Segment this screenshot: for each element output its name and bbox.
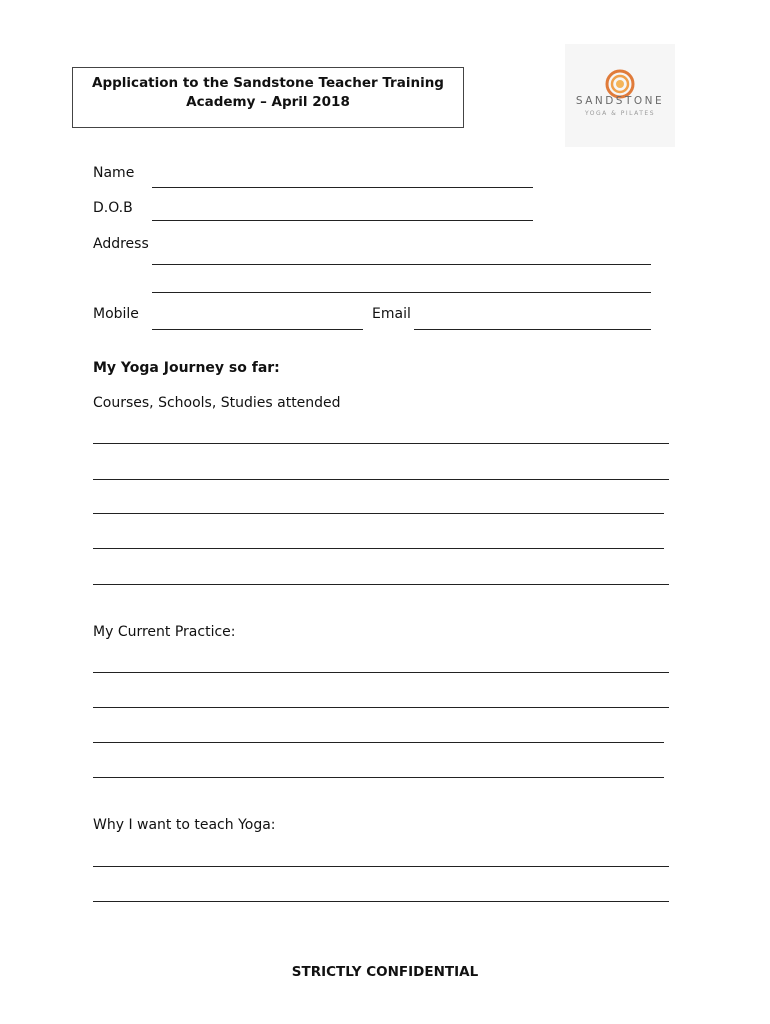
- mobile-label: Mobile: [93, 306, 139, 322]
- confidential-footer: STRICTLY CONFIDENTIAL: [291, 964, 479, 980]
- mobile-field[interactable]: [152, 329, 363, 330]
- courses-label: Courses, Schools, Studies attended: [93, 395, 341, 411]
- courses-line-4[interactable]: [93, 548, 664, 549]
- practice-line-3[interactable]: [93, 742, 664, 743]
- why-teach-line-1[interactable]: [93, 866, 669, 867]
- dob-field[interactable]: [152, 220, 533, 221]
- address-field-line2[interactable]: [152, 292, 651, 293]
- current-practice-label: My Current Practice:: [93, 624, 236, 640]
- name-label: Name: [93, 165, 135, 181]
- practice-line-4[interactable]: [93, 777, 664, 778]
- email-field[interactable]: [414, 329, 651, 330]
- name-field[interactable]: [152, 187, 533, 188]
- email-label: Email: [372, 306, 411, 322]
- sandstone-logo: [565, 44, 675, 147]
- logo-tagline: YOGA & PILATES: [584, 110, 656, 117]
- form-title-line1: Application to the Sandstone Teacher Training: [92, 75, 444, 91]
- address-label: Address: [93, 236, 149, 252]
- courses-line-2[interactable]: [93, 479, 669, 480]
- courses-line-5[interactable]: [93, 584, 669, 585]
- why-teach-label: Why I want to teach Yoga:: [93, 817, 276, 833]
- logo-brand: SANDSTONE: [575, 95, 665, 107]
- form-title-box: [72, 67, 464, 128]
- form-title-line2: Academy – April 2018: [186, 94, 350, 110]
- courses-line-1[interactable]: [93, 443, 669, 444]
- journey-heading: My Yoga Journey so far:: [93, 360, 280, 376]
- dob-label: D.O.B: [93, 200, 133, 216]
- why-teach-line-2[interactable]: [93, 901, 669, 902]
- address-field-line1[interactable]: [152, 264, 651, 265]
- practice-line-2[interactable]: [93, 707, 669, 708]
- courses-line-3[interactable]: [93, 513, 664, 514]
- practice-line-1[interactable]: [93, 672, 669, 673]
